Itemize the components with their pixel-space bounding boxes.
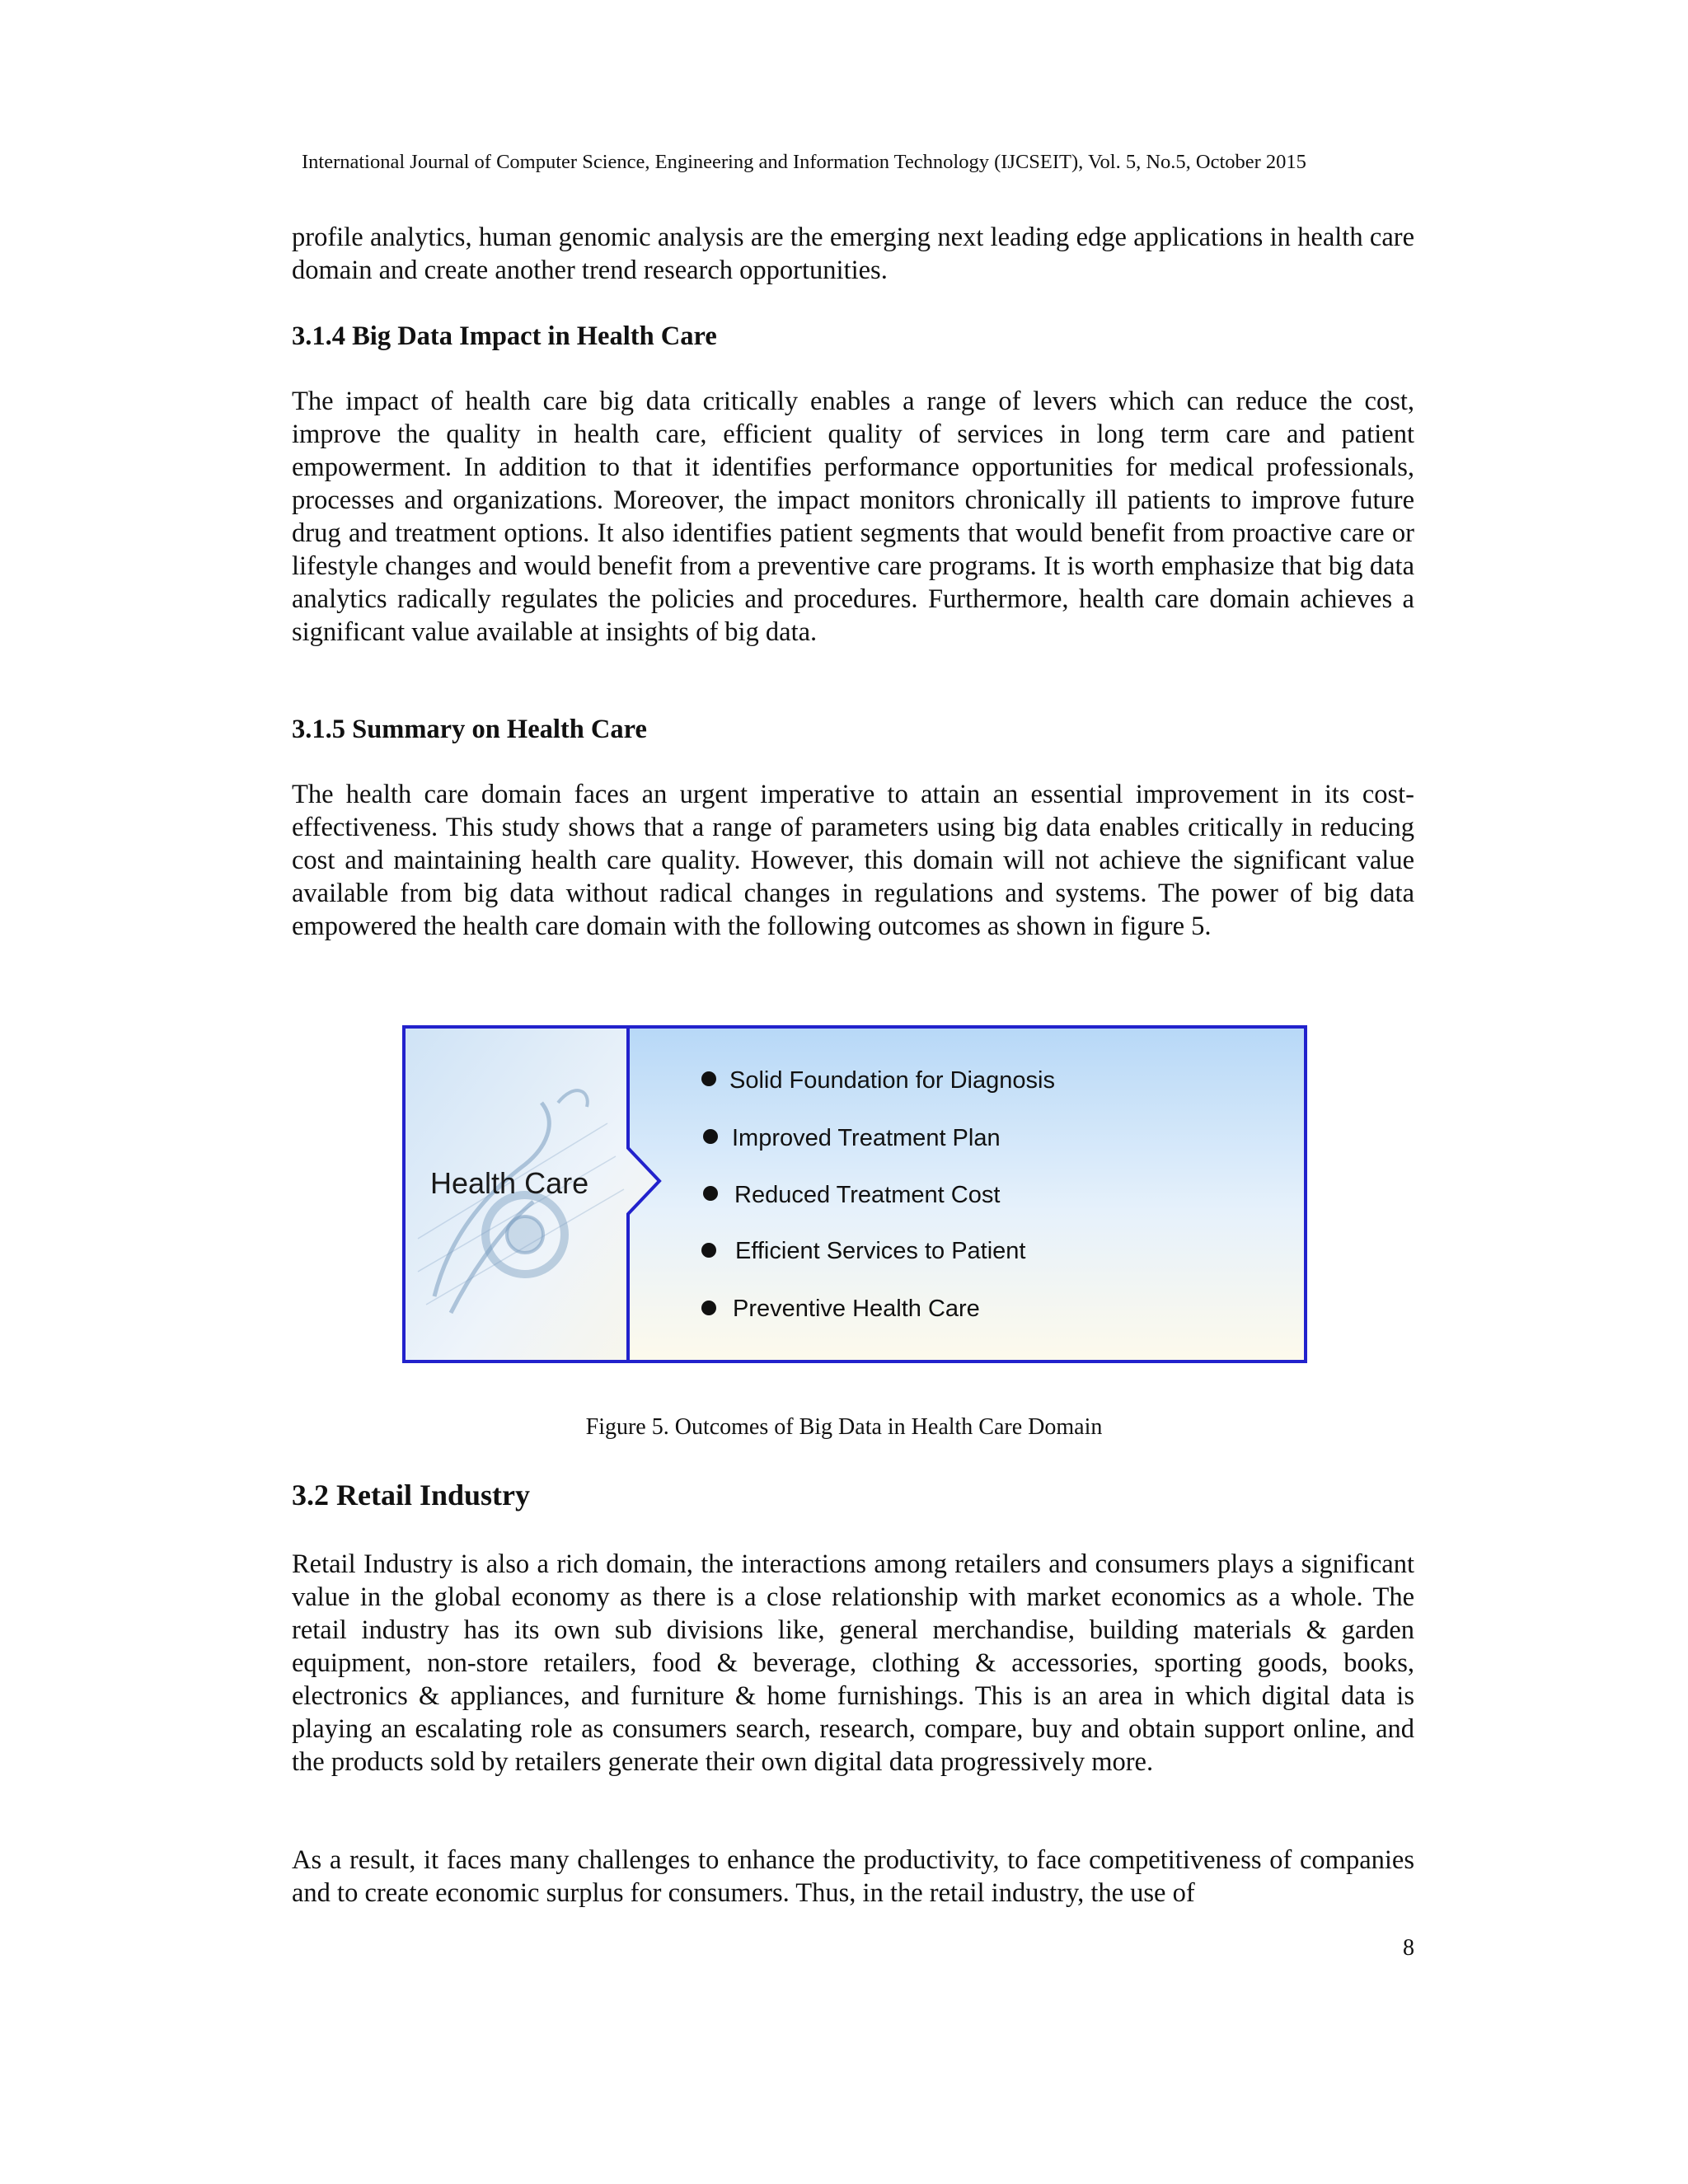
outcome-4: Efficient Services to Patient	[735, 1238, 1026, 1264]
section-heading-3-1-4: 3.1.4 Big Data Impact in Health Care	[292, 321, 717, 351]
bullet-5	[701, 1301, 716, 1315]
paragraph-intro: profile analytics, human genomic analysis are the emerging next leading edge applications in health care domain and create another trend research opportunities.	[292, 223, 1414, 285]
outcome-2: Improved Treatment Plan	[732, 1125, 1001, 1151]
paragraph-result: As a result, it faces many challenges to enhance the productivity, to face competitiveness of companies and to create economic surplus for consumers. Thus, in the retail industry, the use of	[292, 1845, 1414, 1908]
outcome-5: Preventive Health Care	[733, 1296, 980, 1322]
page-number: 8	[1403, 1935, 1414, 1961]
section-heading-3-2: 3.2 Retail Industry	[292, 1479, 531, 1511]
paragraph-summary: The health care domain faces an urgent imperative to attain an essential improvement in its cost-effectiveness. This study shows that a range of parameters using big data enables critically in reducing cost and maintaining health care quality. However, this domain will not achieve the significant value available from big data without radical changes in regulations and systems. The power of big data empowered the health care domain with the following outcomes as shown in figure 5.	[292, 780, 1414, 941]
bullet-1	[701, 1071, 716, 1086]
paragraph-retail: Retail Industry is also a rich domain, the interactions among retailers and consumers plays a significant value in the global economy as there is a close relationship with market economics as a whole. The retail industry has its own sub divisions like, general merchandise, building materials & garden equipment, non-store retailers, food & beverage, clothing & accessories, sporting goods, books, electronics & appliances, and furniture & home furnishings. This is an area in which digital data is playing an escalating role as consumers search, research, compare, buy and obtain support online, and the products sold by retailers generate their own digital data progressively more.	[292, 1549, 1414, 1777]
outcome-1: Solid Foundation for Diagnosis	[729, 1067, 1055, 1094]
outcome-3: Reduced Treatment Cost	[734, 1182, 1001, 1208]
bullet-4	[701, 1243, 716, 1258]
health-care-label: Health Care	[430, 1166, 589, 1200]
section-heading-3-1-5: 3.1.5 Summary on Health Care	[292, 715, 647, 744]
figure-health-care-outcomes	[401, 1024, 1308, 1364]
paragraph-impact: The impact of health care big data critically enables a range of levers which can reduce the cost, improve the quality in health care, efficient quality of services in long term care and patient empowerment. In addition to that it identifies performance opportunities for medical professionals, processes and organizations. Moreover, the impact monitors chronically ill patients to improve future drug and treatment options. It also identifies patient segments that would benefit from proactive care or lifestyle changes and would benefit from a preventive care programs. It is worth emphasize that big data analytics radically regulates the policies and procedures. Furthermore, health care domain achieves a significant value available at insights of big data.	[292, 387, 1414, 647]
bullet-3	[703, 1186, 718, 1201]
bullet-2	[703, 1129, 718, 1144]
figure-diagram	[401, 1024, 1308, 1364]
running-header: International Journal of Computer Science, Engineering and Information Technology (IJCSEIT), Vol. 5, No.5, October 2015	[302, 151, 1306, 173]
figure-caption: Figure 5. Outcomes of Big Data in Health Care Domain	[585, 1414, 1103, 1440]
